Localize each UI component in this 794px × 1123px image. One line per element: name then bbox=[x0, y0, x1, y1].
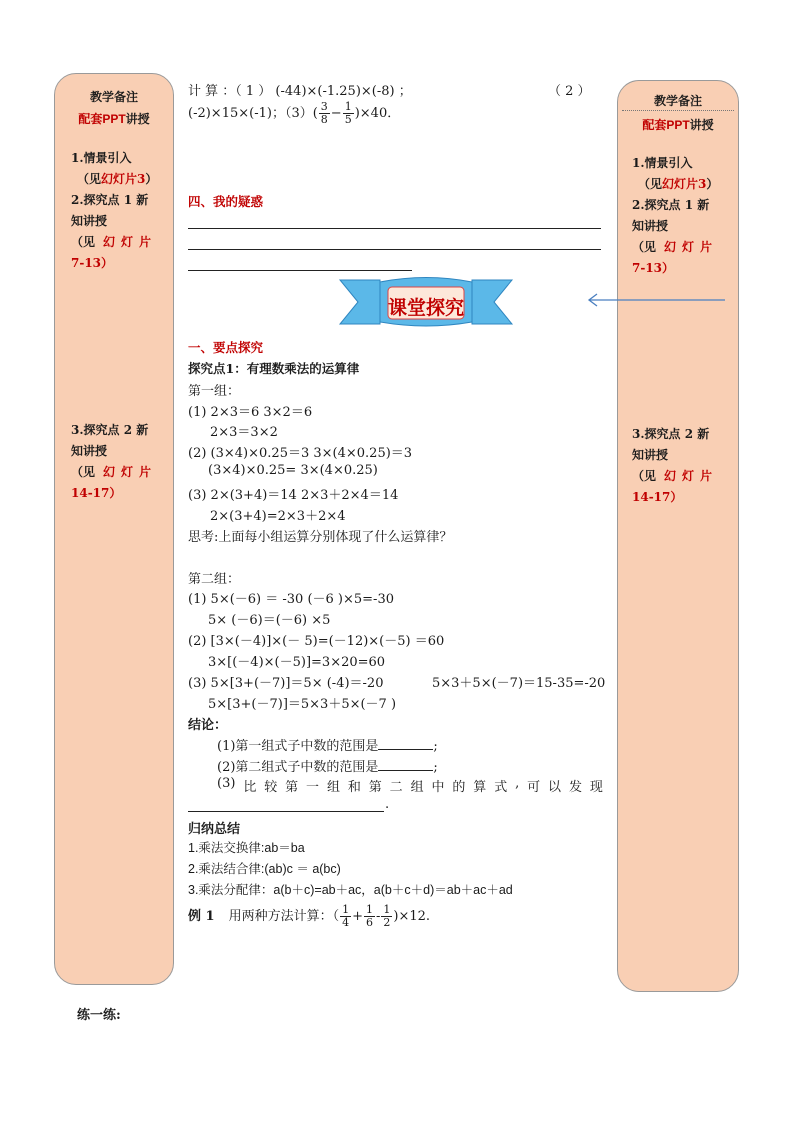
right-note-3: 3.探究点 2 新 知讲授 （见 幻灯片 14-17） bbox=[632, 427, 718, 504]
doubt-line-3 bbox=[188, 270, 412, 271]
group-2-item-3b: 5×[3+(－7)]＝5×3＋5×(－7 ) bbox=[208, 697, 397, 712]
right-note-1: 1.情景引入 （见幻灯片3） 2.探究点 1 新 知讲授 （见 幻灯片 7-13） bbox=[632, 156, 719, 275]
group-1-item-3b: 2×(3+4)=2×3＋2×4 bbox=[210, 509, 346, 524]
right-panel-divider bbox=[622, 110, 734, 111]
right-panel-subtitle: 配套PPT讲授 bbox=[642, 118, 714, 132]
conclusion-2: (2)第二组式子中数的范围是 ; bbox=[217, 760, 438, 775]
calc-line-1: 计 算 ：（ 1 ） (-44)×(-1.25)×(-8) ； bbox=[188, 84, 412, 99]
summary-2: 2.乘法结合律:(ab)c ＝ a(bc) bbox=[188, 862, 341, 876]
fraction-1-6: $\frac{1}{6}$ bbox=[366, 903, 373, 929]
point-1-heading: 探究点1：有理数乘法的运算律 bbox=[188, 361, 360, 376]
group-1-item-2b: (3×4)×0.25= 3×(4×0.25) bbox=[208, 463, 378, 478]
group-1-item-2: (2) (3×4)×0.25＝3 3×(4×0.25)＝3 bbox=[188, 446, 413, 461]
left-panel-subtitle: 配套PPT讲授 bbox=[78, 112, 150, 126]
group-1-item-3: (3) 2×(3+4)＝14 2×3＋2×4＝14 bbox=[188, 488, 399, 503]
blank-3[interactable] bbox=[188, 811, 384, 812]
right-notes-panel bbox=[617, 80, 739, 992]
left-notes-panel bbox=[54, 73, 174, 985]
fraction-1-2: $\frac{1}{2}$ bbox=[383, 903, 391, 929]
group-1-label: 第一组： bbox=[188, 384, 241, 399]
example-1: 例 1 用两种方法计算：（ $\frac{1}{4}$ + $\frac{1}{6}$ - $\frac{1}{2}$ )×12. bbox=[188, 903, 431, 929]
doubt-line-2 bbox=[188, 249, 601, 250]
summary-1: 1.乘法交换律:ab＝ba bbox=[188, 841, 305, 855]
blank-2[interactable] bbox=[378, 758, 433, 771]
group-2-item-1b: 5× (－6)＝(－6) ×5 bbox=[208, 613, 331, 628]
doubt-line-1 bbox=[188, 228, 601, 229]
group-2-item-1: (1) 5×(－6) ＝ -30 (－6 )×5=-30 bbox=[188, 592, 394, 607]
left-note-3: 3.探究点 2 新 知讲授 （见 幻灯片 14-17） bbox=[71, 423, 157, 500]
calc-line-2: (-2)×15×(-1)；（3）( $\frac{3}{8}$ − $\frac{1}{5}$ )×40． bbox=[188, 100, 401, 126]
group-2-label: 第二组： bbox=[188, 572, 241, 587]
conclusion-1: (1)第一组式子中数的范围是 ; bbox=[217, 739, 438, 754]
group-2-item-3: (3) 5×[3+(－7)]＝5× (-4)＝-20 bbox=[188, 676, 384, 691]
calc-item-2: （ 2 ） bbox=[548, 84, 591, 99]
section-heading: 一、要点探究 bbox=[188, 340, 264, 355]
fraction-1-5: $\frac{1}{5}$ bbox=[344, 100, 352, 126]
group-2-item-2: (2) [3×(－4)]×(－ 5)=(－12)×(－5) ＝60 bbox=[188, 634, 445, 649]
group-1-item-1b: 2×3＝3×2 bbox=[210, 425, 278, 440]
summary-3: 3.乘法分配律：a(b＋c)=ab＋ac，a(b＋c＋d)＝ab＋ac＋ad bbox=[188, 883, 513, 897]
left-panel-title: 教学备注 bbox=[89, 90, 138, 104]
conclusion-label: 结论： bbox=[188, 718, 228, 733]
fraction-3-8: $\frac{3}{8}$ bbox=[320, 100, 328, 126]
summary-heading: 归纳总结 bbox=[188, 822, 241, 837]
left-arrow-icon bbox=[585, 293, 727, 307]
group-2-item-2b: 3×[(－4)×(－5)]=3×20=60 bbox=[208, 655, 386, 670]
group-2-item-3c: 5×3＋5×(－7)＝15-35=-20 bbox=[432, 676, 606, 691]
group-1-item-1: (1) 2×3＝6 3×2＝6 bbox=[188, 405, 313, 420]
left-note-1: 1.情景引入 （见幻灯片3） 2.探究点 1 新 知讲授 （见 幻灯片 7-13） bbox=[71, 151, 158, 270]
think-question: 思考:上面每小组运算分别体现了什么运算律？ bbox=[188, 530, 453, 545]
conclusion-3: (3) 比 较 第 一 组 和 第 二 组 中 的 算 式 , 可 以 发 现 bbox=[217, 776, 603, 795]
doubts-heading: 四、我的疑惑 bbox=[188, 194, 264, 209]
fraction-1-4: $\frac{1}{4}$ bbox=[342, 903, 350, 929]
blank-1[interactable] bbox=[378, 737, 433, 750]
banner-title: 课堂探究 bbox=[388, 297, 465, 319]
conclusion-3-end: . bbox=[385, 797, 390, 812]
practice-heading: 练一练: bbox=[77, 1008, 121, 1023]
right-panel-title: 教学备注 bbox=[653, 94, 702, 108]
